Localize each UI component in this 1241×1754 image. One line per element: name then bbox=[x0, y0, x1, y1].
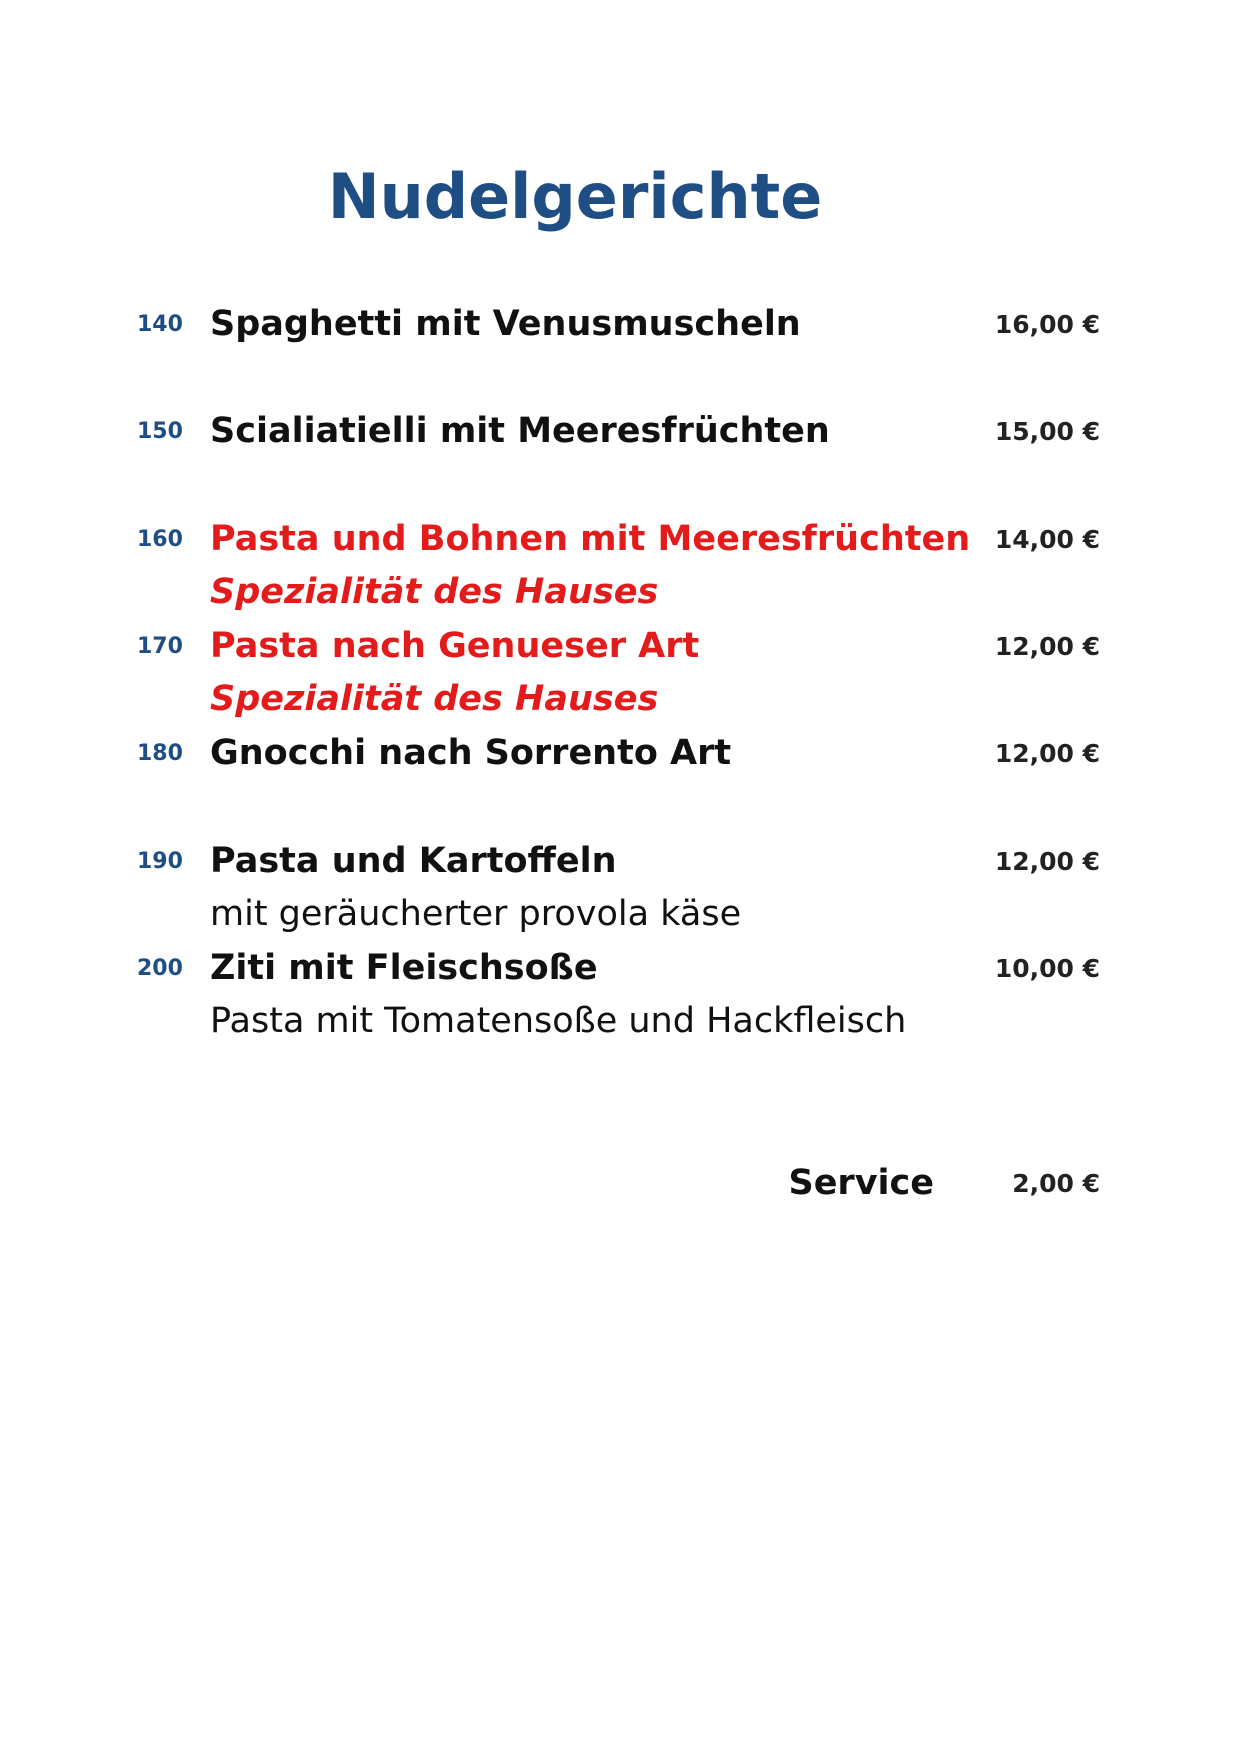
item-name-special: Pasta nach Genueser Art bbox=[210, 626, 700, 666]
item-subtitle-special: Spezialität des Hauses bbox=[210, 572, 659, 612]
item-subtitle: mit geräucherter provola käse bbox=[210, 894, 742, 934]
item-name: Gnocchi nach Sorrento Art bbox=[210, 733, 732, 773]
item-name: Pasta und Kartoffeln bbox=[210, 841, 617, 881]
service-price: 2,00 € bbox=[1012, 1169, 1100, 1198]
item-name-special: Pasta und Bohnen mit Meeresfrüchten bbox=[210, 519, 971, 559]
item-price: 14,00 € bbox=[994, 525, 1100, 554]
page-title: Nudelgerichte bbox=[327, 160, 823, 233]
item-number: 180 bbox=[137, 741, 183, 766]
item-name: Scialiatielli mit Meeresfrüchten bbox=[210, 411, 830, 451]
item-subtitle: Pasta mit Tomatensoße und Hackfleisch bbox=[210, 1001, 907, 1041]
item-number: 160 bbox=[137, 527, 183, 552]
item-price: 12,00 € bbox=[994, 632, 1100, 661]
item-number: 190 bbox=[137, 849, 183, 874]
item-number: 170 bbox=[137, 634, 183, 659]
service-label: Service bbox=[788, 1163, 934, 1203]
item-price: 10,00 € bbox=[994, 954, 1100, 983]
item-price: 15,00 € bbox=[994, 417, 1100, 446]
item-name: Ziti mit Fleischsoße bbox=[210, 948, 598, 988]
item-number: 150 bbox=[137, 419, 183, 444]
item-price: 12,00 € bbox=[994, 739, 1100, 768]
item-price: 12,00 € bbox=[994, 847, 1100, 876]
item-subtitle-special: Spezialität des Hauses bbox=[210, 679, 659, 719]
item-number: 200 bbox=[137, 956, 183, 981]
item-price: 16,00 € bbox=[994, 310, 1100, 339]
item-name: Spaghetti mit Venusmuscheln bbox=[210, 304, 801, 344]
item-number: 140 bbox=[137, 312, 183, 337]
